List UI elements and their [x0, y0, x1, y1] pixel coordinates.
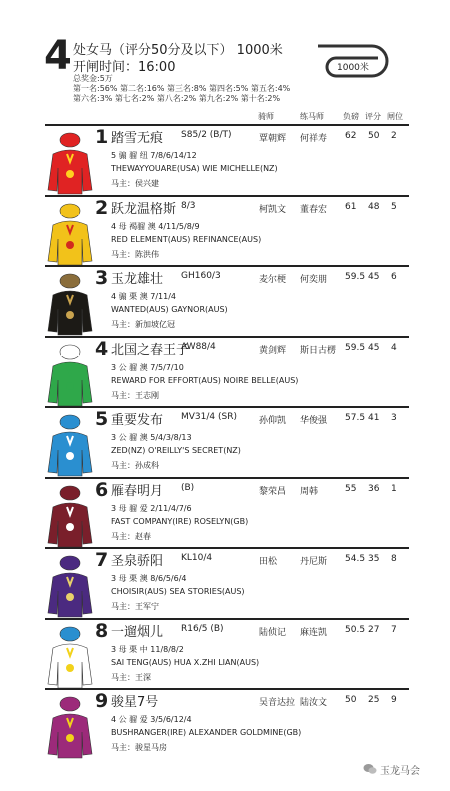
horse-number: 4	[95, 338, 109, 360]
horse-owner: 马主：王志刚	[111, 391, 159, 400]
jockey-silks-icon	[45, 551, 95, 619]
horse-number: 5	[95, 408, 109, 430]
jockey-silks-icon	[45, 481, 95, 549]
horse-score: 27	[368, 625, 380, 635]
horse-owner: 马主：赵春	[111, 532, 151, 541]
prize-distribution-row-2: 第六名:3% 第七名:2% 第八名:2% 第九名:2% 第十名:2%	[73, 94, 281, 103]
gate-number: 5	[391, 202, 397, 212]
gate-number: 2	[391, 131, 397, 141]
jockey-name: 覃朝辉	[259, 134, 287, 144]
horse-name: 跃龙温格斯	[111, 202, 177, 217]
column-weight: 负磅	[343, 112, 359, 121]
carried-weight: 57.5	[345, 413, 366, 423]
horse-pedigree: ZED(NZ) O'REILLY'S SECRET(NZ)	[111, 446, 241, 455]
horse-number: 9	[95, 690, 109, 712]
trainer-name: 陆汝文	[300, 698, 328, 708]
column-jockey: 骑师	[258, 112, 274, 121]
jockey-silks-icon	[45, 622, 95, 690]
jockey-silks-icon	[45, 269, 95, 337]
horse-name: 雁春明月	[111, 484, 164, 499]
trainer-name: 斯日古楞	[300, 346, 337, 356]
prize-distribution-row-1: 第一名:56% 第二名:16% 第三名:8% 第四名:5% 第五名:4%	[73, 84, 291, 93]
horse-details: 3 母 栗 澳 8/6/5/6/4	[111, 574, 187, 583]
gate-number: 3	[391, 413, 397, 423]
horse-pedigree: SAI TENG(AUS) HUA X.ZHI LIAN(AUS)	[111, 658, 260, 667]
horse-score: 45	[368, 343, 380, 353]
gate-number: 9	[391, 695, 397, 705]
carried-weight: 50.5	[345, 625, 366, 635]
horse-entry	[45, 547, 409, 620]
total-prize: 总奖金:5万	[73, 74, 113, 83]
horse-owner: 马主：骏星马房	[111, 743, 167, 752]
horse-details: 4 骟 栗 澳 7/11/4	[111, 292, 177, 301]
horse-number: 2	[95, 197, 109, 219]
jockey-silks-icon	[45, 340, 95, 408]
horse-pedigree: CHOISIR(AUS) SEA STORIES(AUS)	[111, 587, 245, 596]
horse-rating: KL10/4	[181, 553, 213, 563]
horse-name: 一遛烟儿	[111, 625, 164, 640]
gate-number: 6	[391, 272, 397, 282]
horse-details: 3 公 骝 澳 7/5/7/10	[111, 363, 184, 372]
horse-pedigree: THEWAYYOUARE(USA) WIE MICHELLE(NZ)	[111, 164, 278, 173]
carried-weight: 54.5	[345, 554, 366, 564]
footer-brand: 玉龙马会	[380, 766, 420, 777]
horse-number: 1	[95, 126, 109, 148]
horse-score: 36	[368, 484, 380, 494]
gate-number: 8	[391, 554, 397, 564]
horse-score: 41	[368, 413, 380, 423]
horse-details: 3 母 骝 爱 2/11/4/7/6	[111, 504, 192, 513]
jockey-name: 黎荣昌	[259, 487, 287, 497]
horse-name: 踏雪无痕	[111, 131, 164, 146]
horse-entry	[45, 195, 409, 268]
horse-number: 3	[95, 267, 109, 289]
horse-owner: 马主：新加坡亿冠	[111, 320, 175, 329]
horse-details: 3 公 骝 澳 5/4/3/8/13	[111, 433, 192, 442]
race-number: 4	[44, 33, 72, 79]
horse-entry	[45, 265, 409, 338]
trainer-name: 华俊强	[300, 416, 328, 426]
horse-rating: (B)	[181, 483, 195, 493]
horse-entry	[45, 336, 409, 409]
horse-name: 重要发布	[111, 413, 164, 428]
track-distance-label: 1000米	[337, 63, 369, 73]
carried-weight: 59.5	[345, 343, 366, 353]
jockey-name: 吴音达拉	[259, 698, 296, 708]
trainer-name: 何祥寿	[300, 134, 328, 144]
horse-pedigree: RED ELEMENT(AUS) REFINANCE(AUS)	[111, 235, 262, 244]
jockey-name: 孙仰凯	[259, 416, 287, 426]
jockey-silks-icon	[45, 199, 95, 267]
trainer-name: 丹尼斯	[300, 557, 328, 567]
horse-rating: GH160/3	[181, 271, 221, 281]
horse-number: 6	[95, 479, 109, 501]
horse-entry	[45, 124, 409, 197]
trainer-name: 董春宏	[300, 205, 328, 215]
race-title: 处女马（评分50分及以下） 1000米	[73, 43, 283, 58]
horse-pedigree: FAST COMPANY(IRE) ROSELYN(GB)	[111, 517, 249, 526]
horse-name: 圣泉骄阳	[111, 554, 164, 569]
jockey-name: 黄剑辉	[259, 346, 287, 356]
carried-weight: 62	[345, 131, 357, 141]
trainer-name: 周韩	[300, 487, 319, 497]
horse-rating: S85/2 (B/T)	[181, 130, 232, 140]
horse-pedigree: REWARD FOR EFFORT(AUS) NOIRE BELLE(AUS)	[111, 376, 299, 385]
horse-rating: 8/3	[181, 201, 196, 211]
horse-number: 7	[95, 549, 109, 571]
carried-weight: 55	[345, 484, 357, 494]
race-start-time: 开闸时间：16:00	[73, 60, 176, 75]
gate-number: 7	[391, 625, 397, 635]
horse-rating: R16/5 (B)	[181, 624, 224, 634]
horse-details: 4 公 骝 爱 3/5/6/12/4	[111, 715, 192, 724]
horse-score: 48	[368, 202, 380, 212]
horse-entry	[45, 688, 409, 761]
wechat-icon	[363, 763, 377, 775]
horse-pedigree: BUSHRANGER(IRE) ALEXANDER GOLDMINE(GB)	[111, 728, 302, 737]
horse-details: 4 母 褐骝 澳 4/11/5/8/9	[111, 222, 200, 231]
carried-weight: 59.5	[345, 272, 366, 282]
horse-pedigree: WANTED(AUS) GAYNOR(AUS)	[111, 305, 228, 314]
race-header	[0, 0, 450, 120]
horse-name: 玉龙雄壮	[111, 272, 164, 287]
horse-score: 35	[368, 554, 380, 564]
horse-name: 骏星7号	[111, 695, 159, 710]
horse-details: 3 母 栗 中 11/8/8/2	[111, 645, 184, 654]
horse-score: 50	[368, 131, 380, 141]
horse-entry	[45, 406, 409, 479]
horse-entry	[45, 618, 409, 691]
column-score: 评分	[365, 112, 381, 121]
horse-owner: 马主：孙成科	[111, 461, 159, 470]
trainer-name: 何奕朋	[300, 275, 328, 285]
horse-entry	[45, 477, 409, 550]
horse-owner: 马主：王深	[111, 673, 151, 682]
horse-name: 北国之春王子	[111, 343, 190, 358]
gate-number: 4	[391, 343, 397, 353]
column-trainer: 练马师	[300, 112, 324, 121]
horse-rating: MV31/4 (SR)	[181, 412, 237, 422]
carried-weight: 50	[345, 695, 357, 705]
jockey-name: 柯凯文	[259, 205, 287, 215]
horse-score: 25	[368, 695, 380, 705]
horse-details: 5 骟 骝 纽 7/8/6/14/12	[111, 151, 197, 160]
gate-number: 1	[391, 484, 397, 494]
horse-owner: 马主：侯兴建	[111, 179, 159, 188]
jockey-name: 田松	[259, 557, 278, 567]
jockey-silks-icon	[45, 128, 95, 196]
horse-number: 8	[95, 620, 109, 642]
jockey-silks-icon	[45, 692, 95, 760]
trainer-name: 麻连凯	[300, 628, 328, 638]
horse-owner: 马主：陈洪伟	[111, 250, 159, 259]
jockey-name: 麦尔梗	[259, 275, 287, 285]
column-gate: 闸位	[387, 112, 403, 121]
carried-weight: 61	[345, 202, 357, 212]
horse-rating: AW88/4	[181, 342, 216, 352]
jockey-silks-icon	[45, 410, 95, 478]
horse-owner: 马主：王军宁	[111, 602, 159, 611]
horse-score: 45	[368, 272, 380, 282]
jockey-name: 陆侦记	[259, 628, 287, 638]
